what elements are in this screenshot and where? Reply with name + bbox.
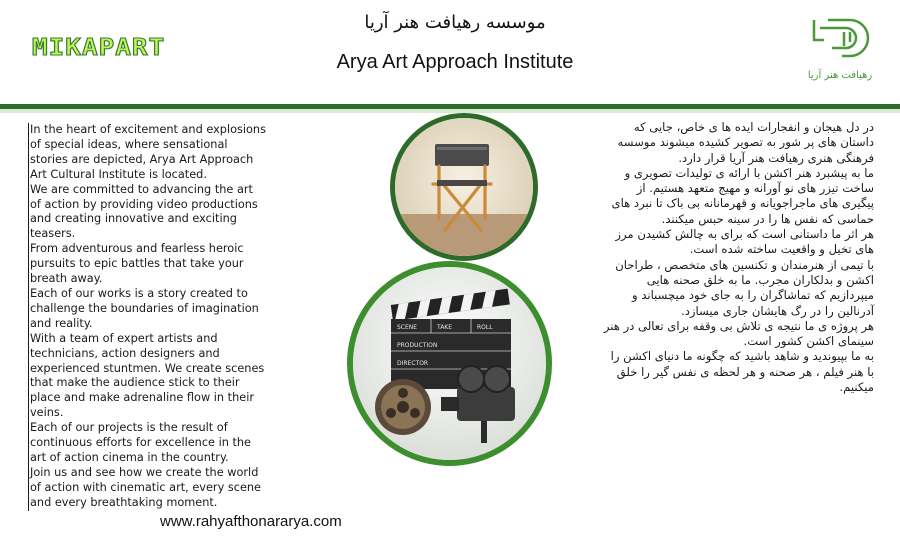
institute-logo (800, 14, 880, 84)
website-url: www.rahyafthonararya.com (160, 513, 342, 530)
persian-paragraph: هر اثر ما داستانی است که برای به چالش کشیدن مرز های تخیل و واقعیت ساخته شده است. (615, 227, 874, 257)
clapper-label-take: TAKE (437, 324, 453, 331)
persian-paragraph: هر پروژه ی ما نتیجه ی تلاش بی وقفه برای تعالی در هنر سینمای اکشن کشور است. (603, 318, 874, 349)
persian-paragraph: با تیمی از هنرمندان و تکنسین های متخصص ، طراحان اکشن و بدلکاران مجرب. ما به خلق صحنه هایی میپردازیم که تماشاگران را به جای خود میچسباند و آدرنالین را در رگ هایشان جاری میسازد. (615, 257, 874, 318)
english-paragraph: Each of our projects is the result of continuous efforts for excellence in the art of action cinema in the country. (30, 421, 252, 464)
persian-paragraph: در دل هیجان و انفجارات ایده ها ی خاص، جایی که داستان های پر شور به تصویر کشیده میشوند موسسه فرهنگی هنری رهیافت هنر آریا قرار دارد. (617, 120, 874, 165)
persian-paragraph: به ما بپیوندید و شاهد باشید که چگونه ما دنیای اکشن را با هنر فیلم ، هر صحنه و هر لحظه ی نفس گیر را خلق میکنیم. (610, 349, 874, 395)
clapper-label-director: DIRECTOR (397, 360, 429, 367)
logo-mark-icon (800, 14, 880, 84)
directors-chair-image (390, 113, 538, 261)
film-reel-icon (375, 379, 431, 435)
clapperboard-image (347, 261, 552, 466)
english-paragraph: From adventurous and fearless heroic pursuits to epic battles that take your breath away. (30, 242, 244, 286)
english-paragraph: Each of our works is a story created to challenge the boundaries of imagination and reality. (30, 286, 259, 330)
english-paragraph: With a team of expert artists and technicians, action designers and experienced stuntmen. We create scenes that make the audience stick to their place and make adrenaline flow in their veins. (30, 331, 265, 420)
persian-paragraph: ما به پیشبرد هنر اکشن با ارائه ی تولیدات تصویری و ساخت تیزر های نو آورانه و مهیج متعهد هستیم. از پیگیری های ماجراجویانه و قهرمانانه بی باک تا نبرد های حماسی که نفس ها را در سینه حبس میکنند. (611, 165, 874, 226)
header-divider-accent (0, 109, 900, 113)
english-paragraph: In the heart of excitement and explosions of special ideas, where sensational stories are depicted, Arya Art Approach Art Cultural Institute is located. (30, 123, 266, 181)
logo-text: رهیافت هنر آریا (807, 70, 873, 81)
english-paragraph: Join us and see how we create the world of action with cinematic art, every scene and every breathtaking moment. (30, 465, 262, 509)
english-description (28, 123, 266, 511)
persian-description (602, 120, 874, 395)
english-paragraph: We are committed to advancing the art of action by providing video productions and creating innovative and exciting teasers. (30, 182, 258, 241)
clapper-label-scene: SCENE (397, 324, 418, 331)
brand-logo-text: MIKAPART (32, 34, 166, 62)
institute-title-english: Arya Art Approach Institute (336, 51, 574, 73)
institute-title-persian: موسسه رهیافت هنر آریا (364, 12, 546, 33)
clapper-label-production: PRODUCTION (397, 342, 438, 349)
clapper-label-roll: ROLL (477, 324, 493, 331)
